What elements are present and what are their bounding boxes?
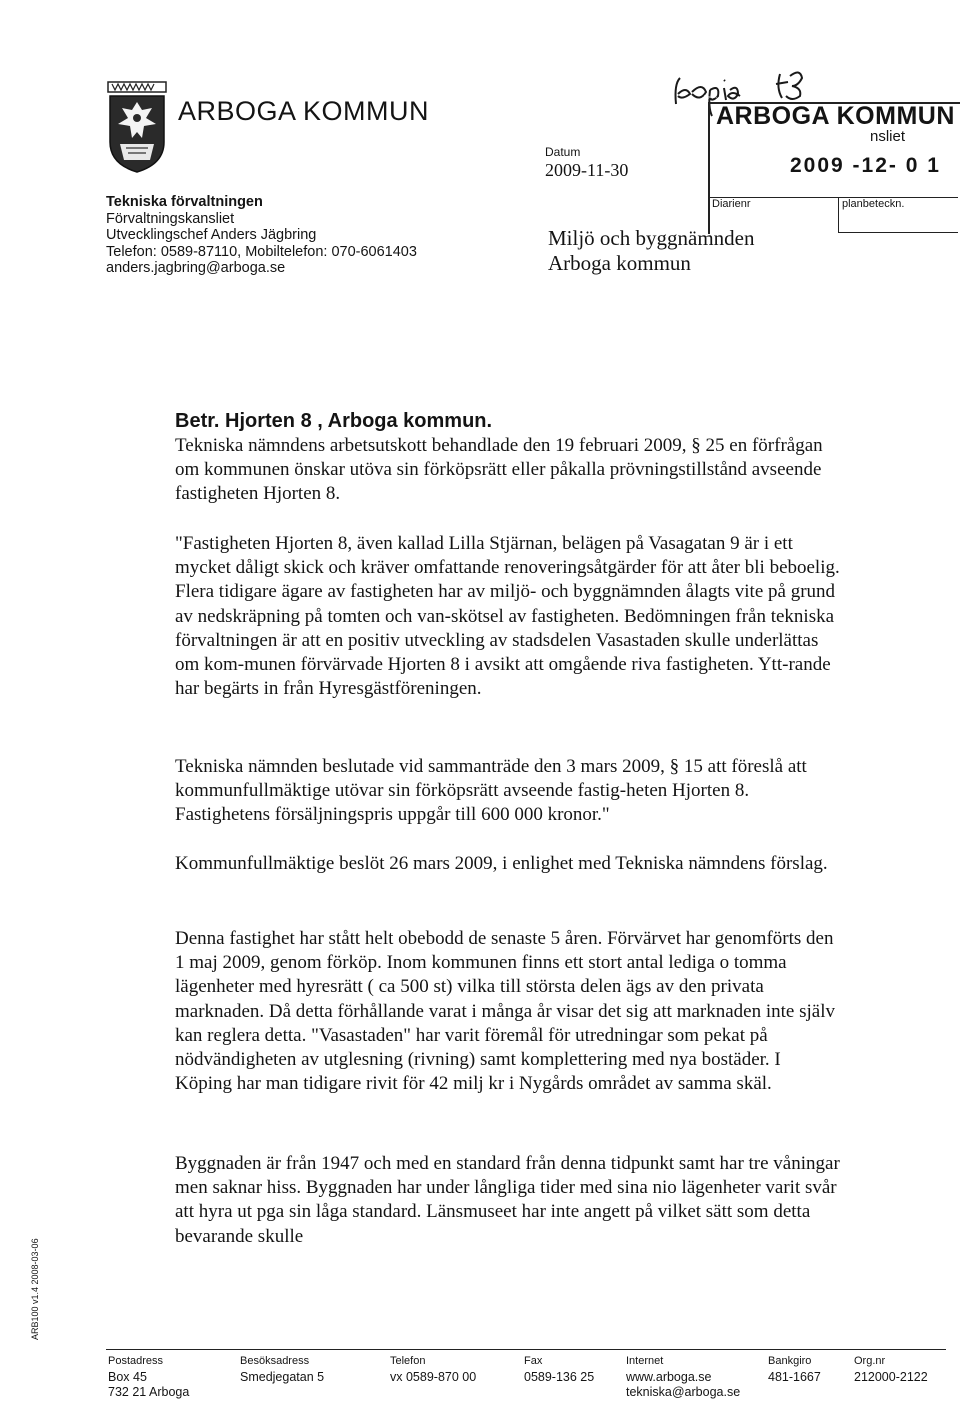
footer-bankgiro xyxy=(768,1354,821,1385)
stamp-org: ARBOGA KOMMUN xyxy=(716,102,955,130)
recipient-line1: Miljö och byggnämnden xyxy=(548,226,755,250)
footer-label: Telefon xyxy=(390,1355,426,1367)
office: Förvaltningskansliet xyxy=(106,210,235,227)
stamp-diarienr-label: Diarienr xyxy=(712,198,751,210)
paragraph-text: "Fastigheten Hjorten 8, även kallad Lilla Stjärnan, belägen på Vasagatan 9 är i ett mycket dåligt skick och kräver omfattande renoveringsåtgärder för att åter bli beboelig. Flera tidigare ägare av fastigheten har av miljö- och byggnämnden ålagts vite på grund av nedskräpning på tomten och van-skötsel av fastigheten. Bedömningen från tekniska förvaltningen är att en positiv utveckling av stadsdelen Vasastaden skulle underlättas om kom-munen förvärvade Hjorten 8 i avsikt att omgående riva fastigheten. Ytt-rande har begärts in från Hyresgästföreningen. xyxy=(175,533,840,700)
footer-label: Postadress xyxy=(108,1355,164,1367)
footer-value: Box 45 xyxy=(108,1369,147,1384)
stamp-bottom-rule xyxy=(838,232,958,233)
recipient-line2: Arboga kommun xyxy=(548,251,691,275)
footer-value: vx 0589-870 00 xyxy=(390,1369,477,1384)
contact-person: Utvecklingschef Anders Jägbring xyxy=(106,227,317,243)
paragraph-text: Tekniska nämndens arbetsutskott behandlade den 19 februari 2009, § 25 en förfrågan om kommunen önskar utöva sin förköpsrätt eller påkalla prövningstillstånd avseende fastigheten Hjorten 8. xyxy=(175,435,823,505)
handwritten-text: kopia fs xyxy=(704,94,717,99)
footer-value: Smedjegatan 5 xyxy=(240,1369,325,1384)
body-paragraph xyxy=(175,927,840,1096)
phone-line: Telefon: 0589-87110, Mobiltelefon: 070-6061403 xyxy=(106,243,417,260)
body-paragraph xyxy=(175,852,840,876)
footer-label: Fax xyxy=(524,1355,543,1367)
paragraph-text: Byggnaden är från 1947 och med en standard från denna tidpunkt samt har tre våningar men saknar hiss. Byggnaden har under långliga tider med sina nio lägenheter varit svår att hyra ut pga sin låga standard. Länsmuseet har inte angett på vilket sätt som detta bevarande skulle xyxy=(175,1153,840,1247)
date-value: 2009-11-30 xyxy=(545,160,629,180)
footer-fax xyxy=(524,1354,594,1385)
footer-value: 212000-2122 xyxy=(854,1369,928,1384)
footer-besoksadress xyxy=(240,1354,324,1385)
stamp-column-divider xyxy=(838,197,839,233)
date-label: Datum xyxy=(545,145,581,159)
footer-label: Internet xyxy=(626,1355,664,1367)
footer-orgnr xyxy=(854,1354,928,1385)
paragraph-text: Denna fastighet har stått helt obebodd de senaste 5 åren. Förvärvet har genomförts den 1 maj 2009, genom förköp. Inom kommunen finns ett stort antal lediga o tomma lägenheter med hyresrätt ( ca 500 st) vilka till största delen ägs av den privata marknaden. Då detta förhållande varat i många år visar det sig att marknaden inte själv kan reglera detta. "Vasastaden" har varit föremål för utredningar som pekat på nödvändigheten av utglesning (rivning) samt komplettering med nya bostäder. I Köping har man tidigare rivit för 42 milj kr i Nygårds området av samma skäl. xyxy=(175,928,835,1095)
body-paragraph xyxy=(175,755,840,828)
body-paragraph xyxy=(175,434,840,507)
footer-website-link[interactable]: www.arboga.se xyxy=(626,1369,712,1384)
paragraph-text: Kommunfullmäktige beslöt 26 mars 2009, i enlighet med Tekniska nämndens förslag. xyxy=(175,853,828,874)
stamp-dept: nsliet xyxy=(870,128,906,145)
stamp-date: 2009 -12- 0 1 xyxy=(790,154,941,177)
footer-telefon xyxy=(390,1354,476,1385)
sender-block xyxy=(106,194,417,277)
paragraph-text: Tekniska nämnden beslutade vid sammanträde den 3 mars 2009, § 15 att föreslå att kommunfullmäktige utövar sin förköpsrätt avseende fastig-heten Hjorten 8. Fastighetens försäljningspris uppgår till 600 000 kronor." xyxy=(175,756,807,826)
department: Tekniska förvaltningen xyxy=(106,194,263,210)
footer-value: 732 21 Arboga xyxy=(108,1385,190,1399)
arboga-crest-logo xyxy=(106,80,168,174)
footer-label: Besöksadress xyxy=(240,1355,310,1367)
footer-rule xyxy=(106,1349,946,1350)
body-paragraph xyxy=(175,1152,840,1249)
stamp-plan-label: planbeteckn. xyxy=(842,198,905,210)
letter-subject: Betr. Hjorten 8 , Arboga kommun. xyxy=(175,410,493,432)
footer-value: 481-1667 xyxy=(768,1369,821,1384)
org-name: ARBOGA KOMMUN xyxy=(178,96,430,126)
footer-value: 0589-136 25 xyxy=(524,1369,595,1384)
footer-label: Org.nr xyxy=(854,1355,886,1367)
footer-email-link[interactable]: tekniska@arboga.se xyxy=(626,1385,741,1399)
form-code: ARB100 v1.4 2008-03-06 xyxy=(30,1238,40,1340)
email: anders.jagbring@arboga.se xyxy=(106,260,286,276)
body-paragraph xyxy=(175,532,840,701)
footer-label: Bankgiro xyxy=(768,1355,812,1367)
